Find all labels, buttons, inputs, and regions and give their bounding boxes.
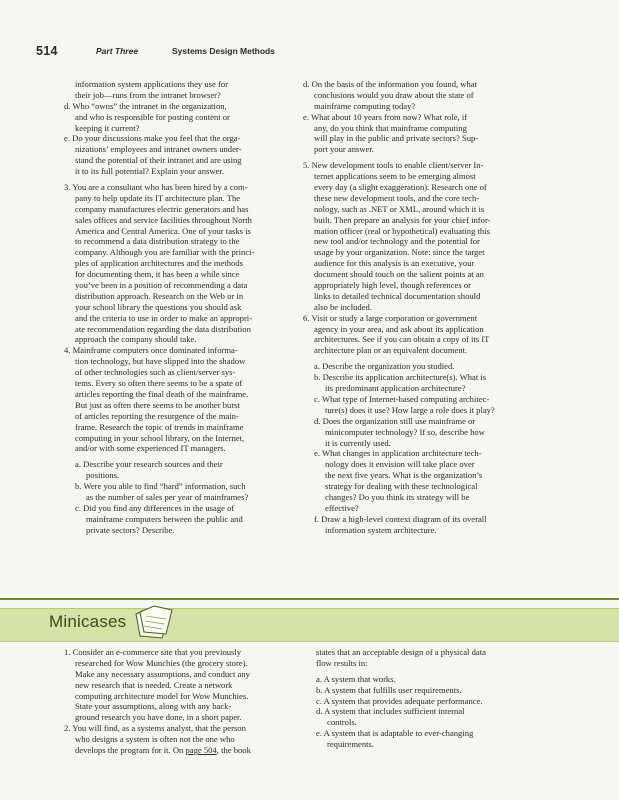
- text-line: links to detailed technical documentation should: [314, 290, 481, 301]
- text-line: nizations’ employees and intranet owners under-: [75, 144, 242, 155]
- text-line: as the number of sales per year of mainframes?: [86, 491, 249, 502]
- text-line: new tool and/or technology and the potential for: [314, 236, 480, 247]
- part-label: Part Three: [96, 46, 139, 56]
- minicases-right-column: [316, 647, 566, 750]
- text-line: mainframe computing today?: [314, 100, 416, 111]
- text-line: articles reporting the final death of the mainframe.: [75, 388, 249, 399]
- text-line: c. What type of Internet-based computing architec-: [314, 393, 490, 404]
- text-line: company manufactures electric generators and has: [75, 203, 249, 214]
- text-line: mation officer (real or hypothetical) evaluating this: [314, 225, 490, 236]
- page-link[interactable]: page 504: [185, 745, 217, 756]
- text-line: for documenting them, it has been a while since: [75, 269, 240, 280]
- text-line: a. Describe the organization you studied.: [314, 361, 455, 372]
- text-line: ternet applications seem to be emerging almost: [314, 171, 476, 182]
- text-line: who designs a system is often not the one who: [75, 734, 235, 745]
- text-line: of articles reporting the resurgence of the main-: [75, 410, 239, 421]
- text-line: strategy for dealing with these technological: [325, 481, 478, 492]
- text-line: it is currently used.: [325, 437, 391, 448]
- text-line: port your answer.: [314, 144, 374, 155]
- text-line: a. Describe your research sources and their: [75, 459, 223, 470]
- text-line: State your assumptions, along with any back-: [75, 701, 232, 712]
- text-line: of other technologies such as client/server sys-: [75, 367, 236, 378]
- text-line: b. A system that fulfills user requirements.: [316, 684, 462, 695]
- text-line: mainframe computers between the public and: [86, 513, 243, 524]
- text-line: agency in your area, and ask about its application: [314, 323, 484, 334]
- text-line: usage by your organization. Note: since the target: [314, 247, 485, 258]
- text-line: d. On the basis of the information you found, what: [303, 79, 477, 89]
- text-line: audience for this analysis is an executive, your: [314, 258, 475, 269]
- text-line: 3. You are a consultant who has been hired by a com-: [64, 182, 248, 193]
- text-line: changes? Do you think its strategy will be: [325, 491, 470, 502]
- page-number: 514: [36, 44, 58, 58]
- text-line: 6. Visit or study a large corporation or government: [303, 312, 478, 323]
- text-line: document should touch on the salient points at an: [314, 269, 484, 280]
- text-line: tion technology, but have slipped into the shadow: [75, 356, 246, 367]
- text-line: d. Does the organization still use mainframe or: [314, 415, 476, 426]
- text-line: to recommend a data distribution strategy to the: [75, 236, 240, 247]
- text-line: any, do you think that mainframe computing: [314, 122, 467, 133]
- text-line: it to its full potential? Explain your answer.: [75, 166, 224, 177]
- text-line: architecture plan or an equivalent document.: [314, 345, 468, 356]
- text-line: states that an acceptable design of a physical data: [316, 647, 486, 657]
- text-line: pany to help update its IT architecture plan. The: [75, 192, 241, 203]
- text-line: conclusions would you draw about the state of: [314, 89, 474, 100]
- text-line: private sectors? Describe.: [86, 524, 175, 535]
- text-line: their job—runs from the intranet browser?: [75, 89, 221, 100]
- text-line: requirements.: [327, 739, 375, 750]
- text-line: controls.: [327, 717, 357, 728]
- text-line: computing in your school library, on the Internet,: [75, 432, 245, 443]
- text-line: ples of application architectures and the methods: [75, 258, 243, 269]
- text-line: every day (a slight exaggeration). Research one of: [314, 182, 487, 193]
- folder-icon: [132, 602, 174, 642]
- text-line: built. Then prepare an analysis for your chief infor-: [314, 214, 491, 225]
- text-line: new research that is needed. Create a network: [75, 679, 233, 690]
- text-line: stand the potential of their intranet and are using: [75, 155, 242, 166]
- text-line: your school library the questions you should ask: [75, 301, 242, 312]
- text-segment: develops the program for it. On: [75, 745, 186, 756]
- text-line: researched for Wow Munchies (the grocery store).: [75, 657, 248, 668]
- text-line: c. Did you find any differences in the usage of: [75, 502, 235, 513]
- text-line: effective?: [325, 502, 359, 513]
- section-label: Systems Design Methods: [172, 46, 275, 56]
- text-line: and who is responsible for posting content or: [75, 111, 230, 122]
- banner-rule: [0, 598, 619, 600]
- text-line: 5. New development tools to enable client/server In-: [303, 160, 484, 171]
- text-line: and/or with some experienced IT managers.: [75, 443, 226, 454]
- text-line: will play in the public and private sectors? Sup-: [314, 133, 479, 144]
- text-line: and the criteria to use in order to make an appropri-: [75, 312, 253, 323]
- text-line: nology does it envision will take place over: [325, 459, 475, 470]
- text-line: positions.: [86, 470, 120, 481]
- text-line: But just as often there seems to be another burst: [75, 399, 240, 410]
- text-line: nology, such as .NET or XML, around which it is: [314, 203, 485, 214]
- minicases-left-column: [64, 647, 294, 756]
- text-line: computing architecture model for Wow Munchies.: [75, 690, 249, 701]
- text-line: b. Describe its application architecture(s). What is: [314, 372, 487, 383]
- text-segment: , the book: [216, 745, 251, 756]
- text-line: 2. You will find, as a systems analyst, that the person: [64, 723, 246, 734]
- text-line: America and Central America. One of your tasks is: [75, 225, 251, 236]
- text-line: distribution approach. Research on the Web or in: [75, 290, 244, 301]
- left-column: [64, 79, 302, 536]
- text-line: a. A system that works.: [316, 673, 396, 684]
- text-line: information system applications they use for: [75, 79, 228, 89]
- text-line: frame. Research the topic of trends in mainframe: [75, 421, 244, 432]
- text-line: ate recommendation regarding the data distribution: [75, 323, 251, 334]
- text-line: b. Were you able to find “hard” information, such: [75, 481, 246, 492]
- text-line: architectures. See if you can obtain a copy of its IT: [314, 334, 490, 345]
- minicases-banner: [0, 598, 619, 644]
- text-line: ture(s) does it use? How large a role does it play?: [325, 404, 495, 415]
- text-line: approach the company should take.: [75, 334, 197, 345]
- text-line: [75, 745, 294, 756]
- minicases-title: Minicases: [49, 612, 127, 631]
- text-line: 1. Consider an e-commerce site that you previously: [64, 647, 242, 657]
- text-line: minicomputer technology? If so, describe how: [325, 426, 485, 437]
- text-line: sales offices and service facilities throughout North: [75, 214, 252, 225]
- text-line: 4. Mainframe computers once dominated informa-: [64, 345, 238, 356]
- text-line: c. A system that provides adequate performance.: [316, 695, 483, 706]
- text-line: ground research you have done, in a short paper.: [75, 712, 242, 723]
- text-line: the next five years. What is the organization’s: [325, 470, 483, 481]
- text-line: tems. Every so often there seems to be a spate of: [75, 378, 243, 389]
- text-line: e. What about 10 years from now? What role, if: [303, 111, 468, 122]
- text-line: e. What changes in application architecture tech-: [314, 448, 482, 459]
- text-line: d. Who “owns” the intranet in the organization,: [64, 100, 227, 111]
- text-line: appropriately high level, though references or: [314, 280, 472, 291]
- text-line: its predominant application architecture?: [325, 383, 466, 394]
- text-line: these new development tools, and the core tech-: [314, 192, 480, 203]
- text-line: you’ve been in a position of recommending a data: [75, 280, 248, 291]
- right-column: [303, 79, 573, 536]
- text-line: flow results in:: [316, 657, 368, 668]
- text-line: also be included.: [314, 301, 372, 312]
- text-line: e. Do your discussions make you feel that the orga-: [64, 133, 241, 144]
- text-line: d. A system that includes sufficient internal: [316, 706, 465, 717]
- text-line: company. Although you are familiar with the princi-: [75, 247, 255, 258]
- text-line: keeping it current?: [75, 122, 140, 133]
- text-line: information system architecture.: [325, 524, 437, 535]
- text-line: Make any necessary assumptions, and conduct any: [75, 668, 250, 679]
- text-line: e. A system that is adaptable to ever-changing: [316, 728, 474, 739]
- text-line: f. Draw a high-level context diagram of its overall: [314, 513, 487, 524]
